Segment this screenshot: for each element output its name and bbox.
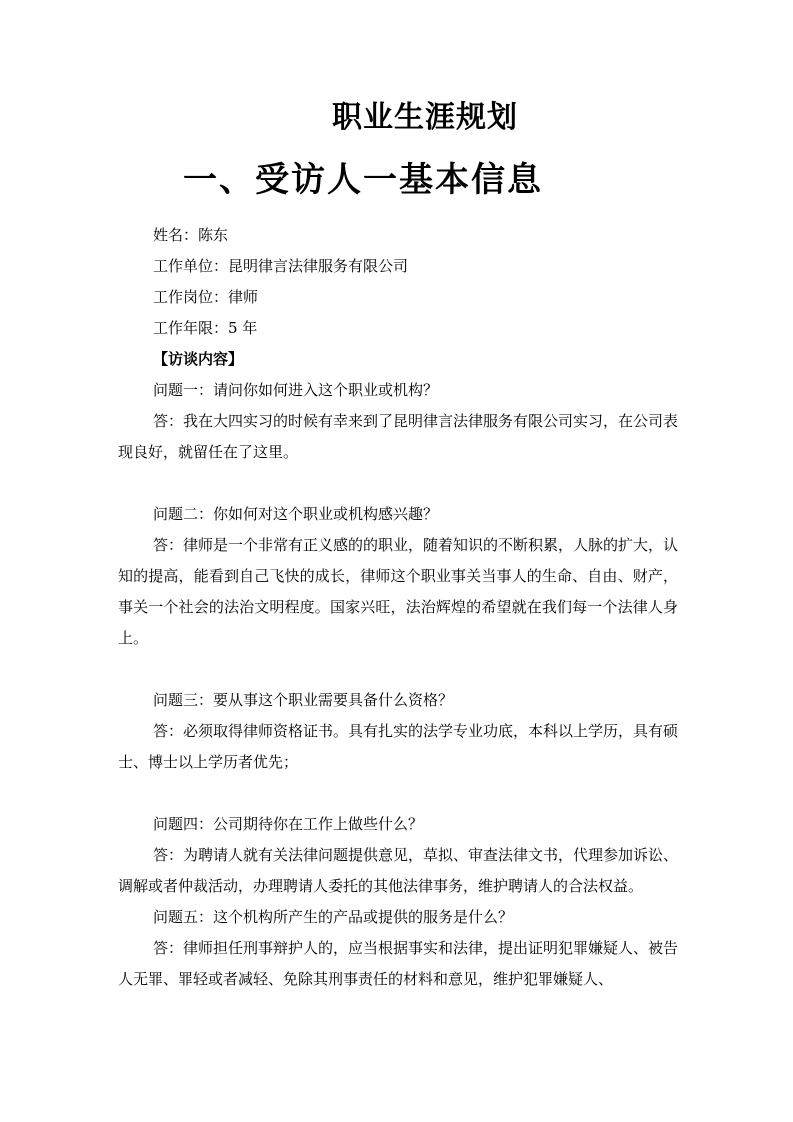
info-value: 5 年 — [228, 319, 258, 337]
answer-1: 答：我在大四实习的时候有幸来到了昆明律言法律服务有限公司实习，在公司表现良好，就留任在了这里。 — [118, 412, 679, 461]
question-4: 问题四：公司期待你在工作上做些什么？ — [153, 815, 424, 833]
document-title: 职业生涯规划 — [332, 100, 518, 135]
question-2: 问题二：你如何对这个职业或机构感兴趣？ — [153, 505, 439, 523]
answer-5: 答：律师担任刑事辩护人的，应当根据事实和法律，提出证明犯罪嫌疑人、被告人无罪、罪轻或者减轻、免除其刑事责任的材料和意见，维护犯罪嫌疑人、 — [118, 939, 679, 988]
document-body — [118, 220, 678, 995]
info-label: 姓名： — [153, 226, 199, 244]
info-value: 昆明律言法律服务有限公司 — [228, 257, 409, 275]
answer-3: 答：必须取得律师资格证书。具有扎实的法学专业功底，本科以上学历，具有硕士、博士以上学历者优先； — [118, 722, 679, 771]
info-employer — [118, 251, 678, 282]
question-5: 问题五：这个机构所产生的产品或提供的服务是什么？ — [153, 908, 514, 926]
question-1: 问题一：请问你如何进入这个职业或机构？ — [153, 381, 439, 399]
spacer — [118, 778, 678, 809]
question-3: 问题三：要从事这个职业需要具备什么资格？ — [153, 691, 454, 709]
spacer — [118, 468, 678, 499]
info-label: 工作年限： — [153, 319, 229, 337]
spacer — [118, 654, 678, 685]
info-years — [118, 313, 678, 344]
info-label: 工作单位： — [153, 257, 229, 275]
section-heading: 一、受访人一基本信息 — [183, 160, 543, 200]
info-name — [118, 220, 678, 251]
info-label: 工作岗位： — [153, 288, 229, 306]
answer-4: 答：为聘请人就有关法律问题提供意见，草拟、审查法律文书，代理参加诉讼、调解或者仲裁活动，办理聘请人委托的其他法律事务，维护聘请人的合法权益。 — [118, 846, 679, 895]
answer-2: 答：律师是一个非常有正义感的的职业，随着知识的不断积累，人脉的扩大，认知的提高，能看到自己飞快的成长，律师这个职业事关当事人的生命、自由、财产，事关一个社会的法治文明程度。国家兴旺，法治辉煌的希望就在我们每一个法律人身上。 — [118, 536, 679, 647]
info-value: 律师 — [228, 288, 259, 306]
info-position — [118, 282, 678, 313]
interview-heading: 【访谈内容】 — [153, 350, 244, 368]
info-value: 陈东 — [198, 226, 229, 244]
